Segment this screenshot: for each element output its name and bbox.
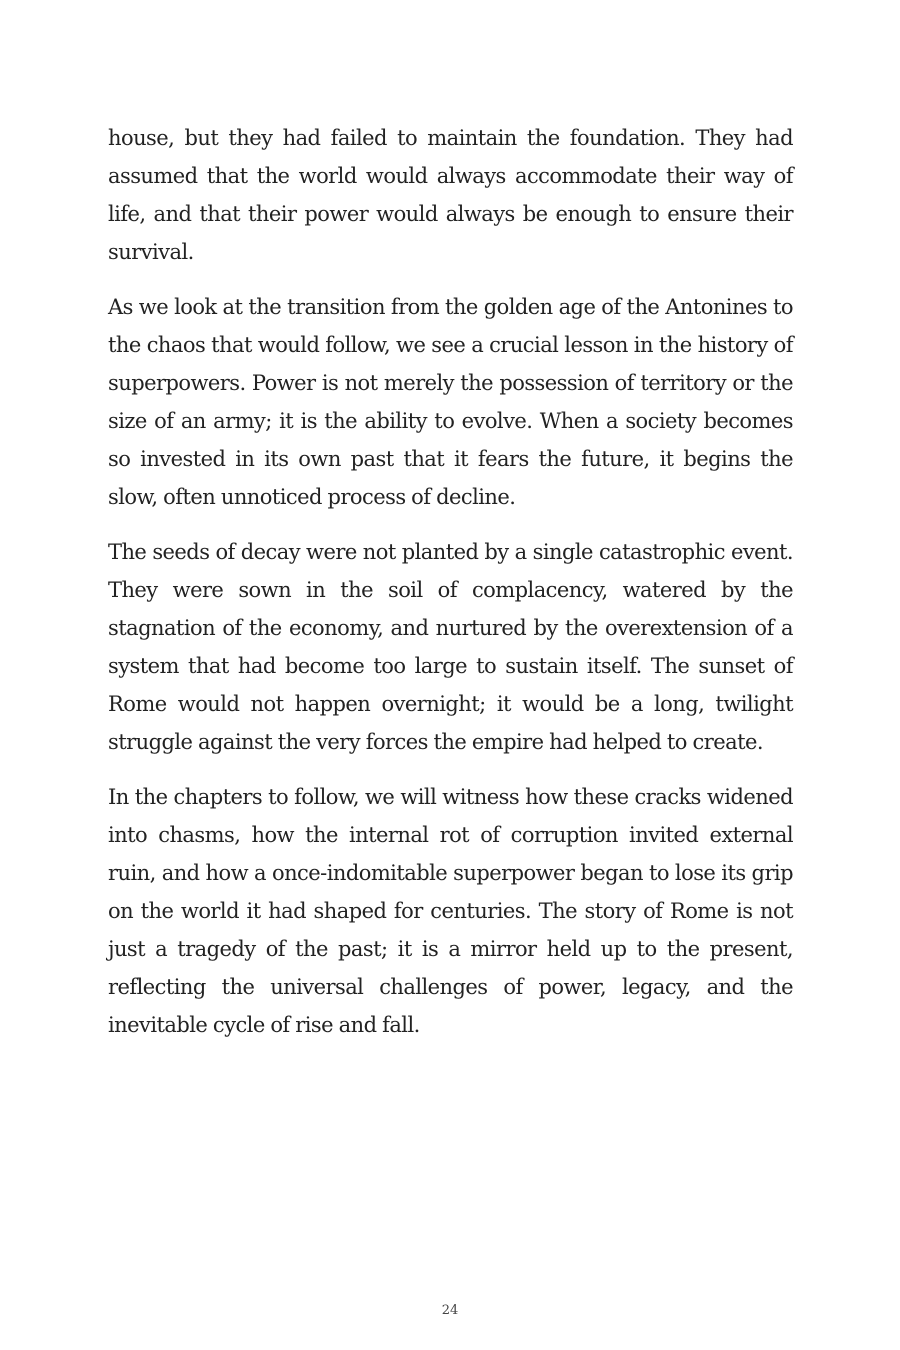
paragraph-1: house, but they had failed to maintain the foundation. They had assumed that the world would always accommodate their way of life, and that their power would always be enough to ensure their survival. [108,126,793,264]
paragraph-3: The seeds of decay were not planted by a single catastrophic event. They were sown in the soil of complacency, watered by the stagnation of the economy, and nurtured by the overextension of a system that had become too large to sustain itself. The sunset of Rome would not happen overnight; it would be a long, twilight struggle against the very forces the empire had helped to create. [108,540,793,754]
paragraph-2: As we look at the transition from the golden age of the Antonines to the chaos that would follow, we see a crucial lesson in the history of superpowers. Power is not merely the possession of territory or the size of an army; it is the ability to evolve. When a society becomes so invested in its own past that it fears the future, it begins the slow, often unnoticed process of decline. [108,295,793,509]
paragraph-4: In the chapters to follow, we will witness how these cracks widened into chasms, how the internal rot of corruption invited external ruin, and how a once-indomitable superpower began to lose its grip on the world it had shaped for centuries. The story of Rome is not just a tragedy of the past; it is a mirror held up to the present, reflecting the universal challenges of power, legacy, and the inevitable cycle of rise and fall. [108,785,793,1037]
page-number: 24 [441,1303,459,1318]
body-text [108,119,793,1061]
